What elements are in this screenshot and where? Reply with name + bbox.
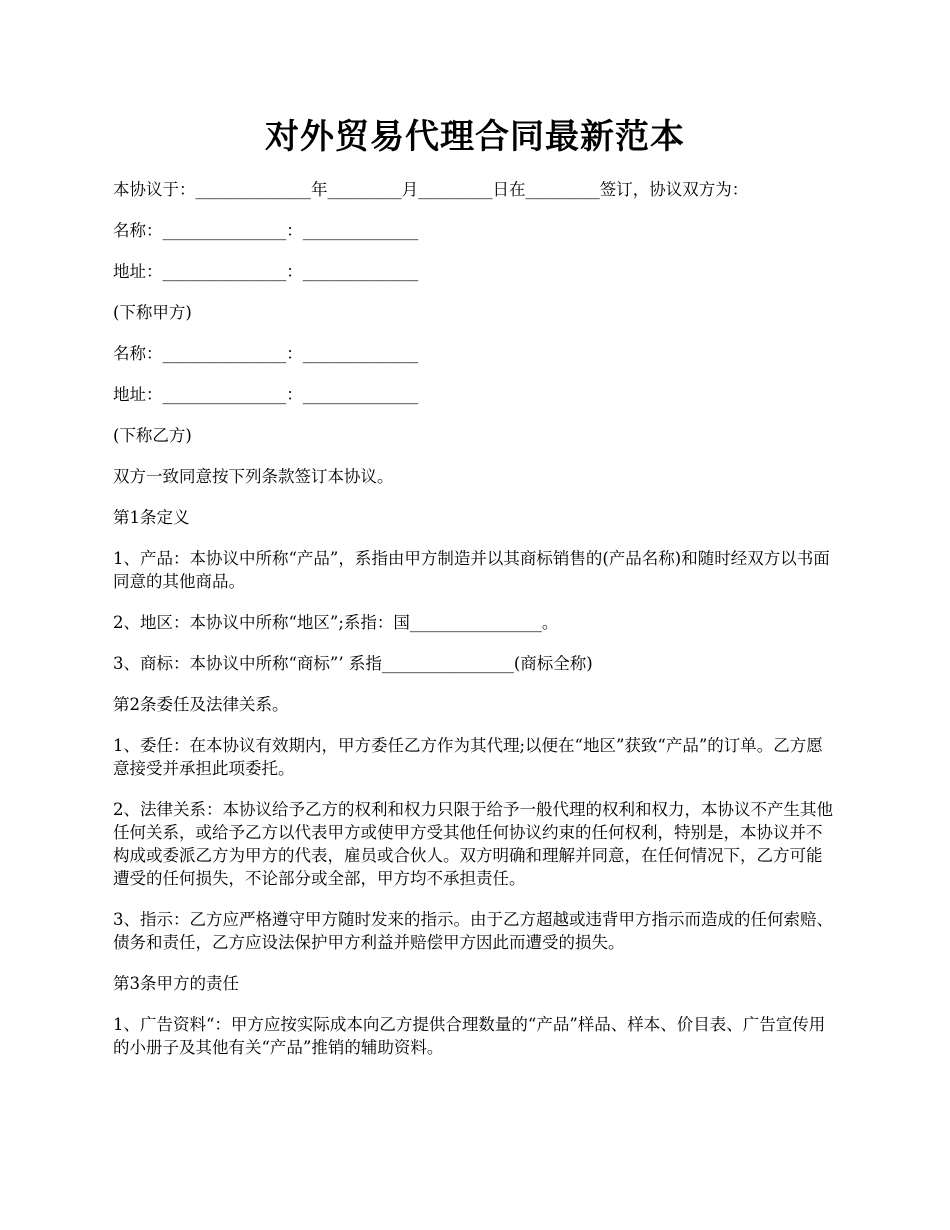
paragraph-definition-product: 1、产品：本协议中所称“产品”，系指由甲方制造并以其商标销售的(产品名称)和随时经双方以书面同意的其他商品。 [113,549,830,591]
paragraph-legal-relationship: 2、法律关系：本协议给予乙方的权利和权力只限于给予一般代理的权利和权力，本协议不产生其他任何关系，或给予乙方以代表甲方或使甲方受其他任何协议约束的任何权利，特别是，本协议并不构成或委派乙方为甲方的代表，雇员或合伙人。双方明确和理解并同意，在任何情况下，乙方可能遭受的任何损失，不论部分或全部，甲方均不承担责任。 [113,800,833,888]
heading-article-1: 第1条定义 [113,508,190,527]
paragraph-party-a-address: 地址：_______________：______________ [113,262,419,281]
heading-article-3: 第3条甲方的责任 [113,974,239,993]
paragraph-definition-trademark: 3、商标：本协议中所称“商标”’ 系指________________(商标全称) [113,654,593,673]
paragraph-agreement-date: 本协议于：______________年_________月_________日在_________签订，协议双方为： [113,180,749,199]
document-title: 对外贸易代理合同最新范本 [265,117,685,157]
paragraph-instructions: 3、指示：乙方应严格遵守甲方随时发来的指示。由于乙方超越或违背甲方指示而造成的任何索赔、债务和责任，乙方应设法保护甲方利益并赔偿甲方因此而遭受的损失。 [113,910,833,952]
paragraph-advertising-materials: 1、广告资料“：甲方应按实际成本向乙方提供合理数量的“产品”样品、样本、价目表、广告宣传用的小册子及其他有关“产品”推销的辅助资料。 [113,1015,826,1057]
paragraph-agreement-intro: 双方一致同意按下列条款签订本协议。 [113,467,394,486]
paragraph-party-b-name: 名称：_______________：______________ [113,344,419,363]
paragraph-party-a-name: 名称：_______________：______________ [113,221,419,240]
paragraph-party-a-label: (下称甲方) [113,303,192,322]
paragraph-party-b-address: 地址：_______________：______________ [113,385,419,404]
document-body [113,178,837,1073]
paragraph-definition-region: 2、地区：本协议中所称“地区”;系指：国________________。 [113,613,559,632]
paragraph-party-b-label: (下称乙方) [113,426,192,445]
heading-article-2: 第2条委任及法律关系。 [113,695,289,714]
paragraph-appointment: 1、委任：在本协议有效期内，甲方委任乙方作为其代理;以便在“地区”获致“产品”的订单。乙方愿意接受并承担此项委托。 [113,736,823,778]
